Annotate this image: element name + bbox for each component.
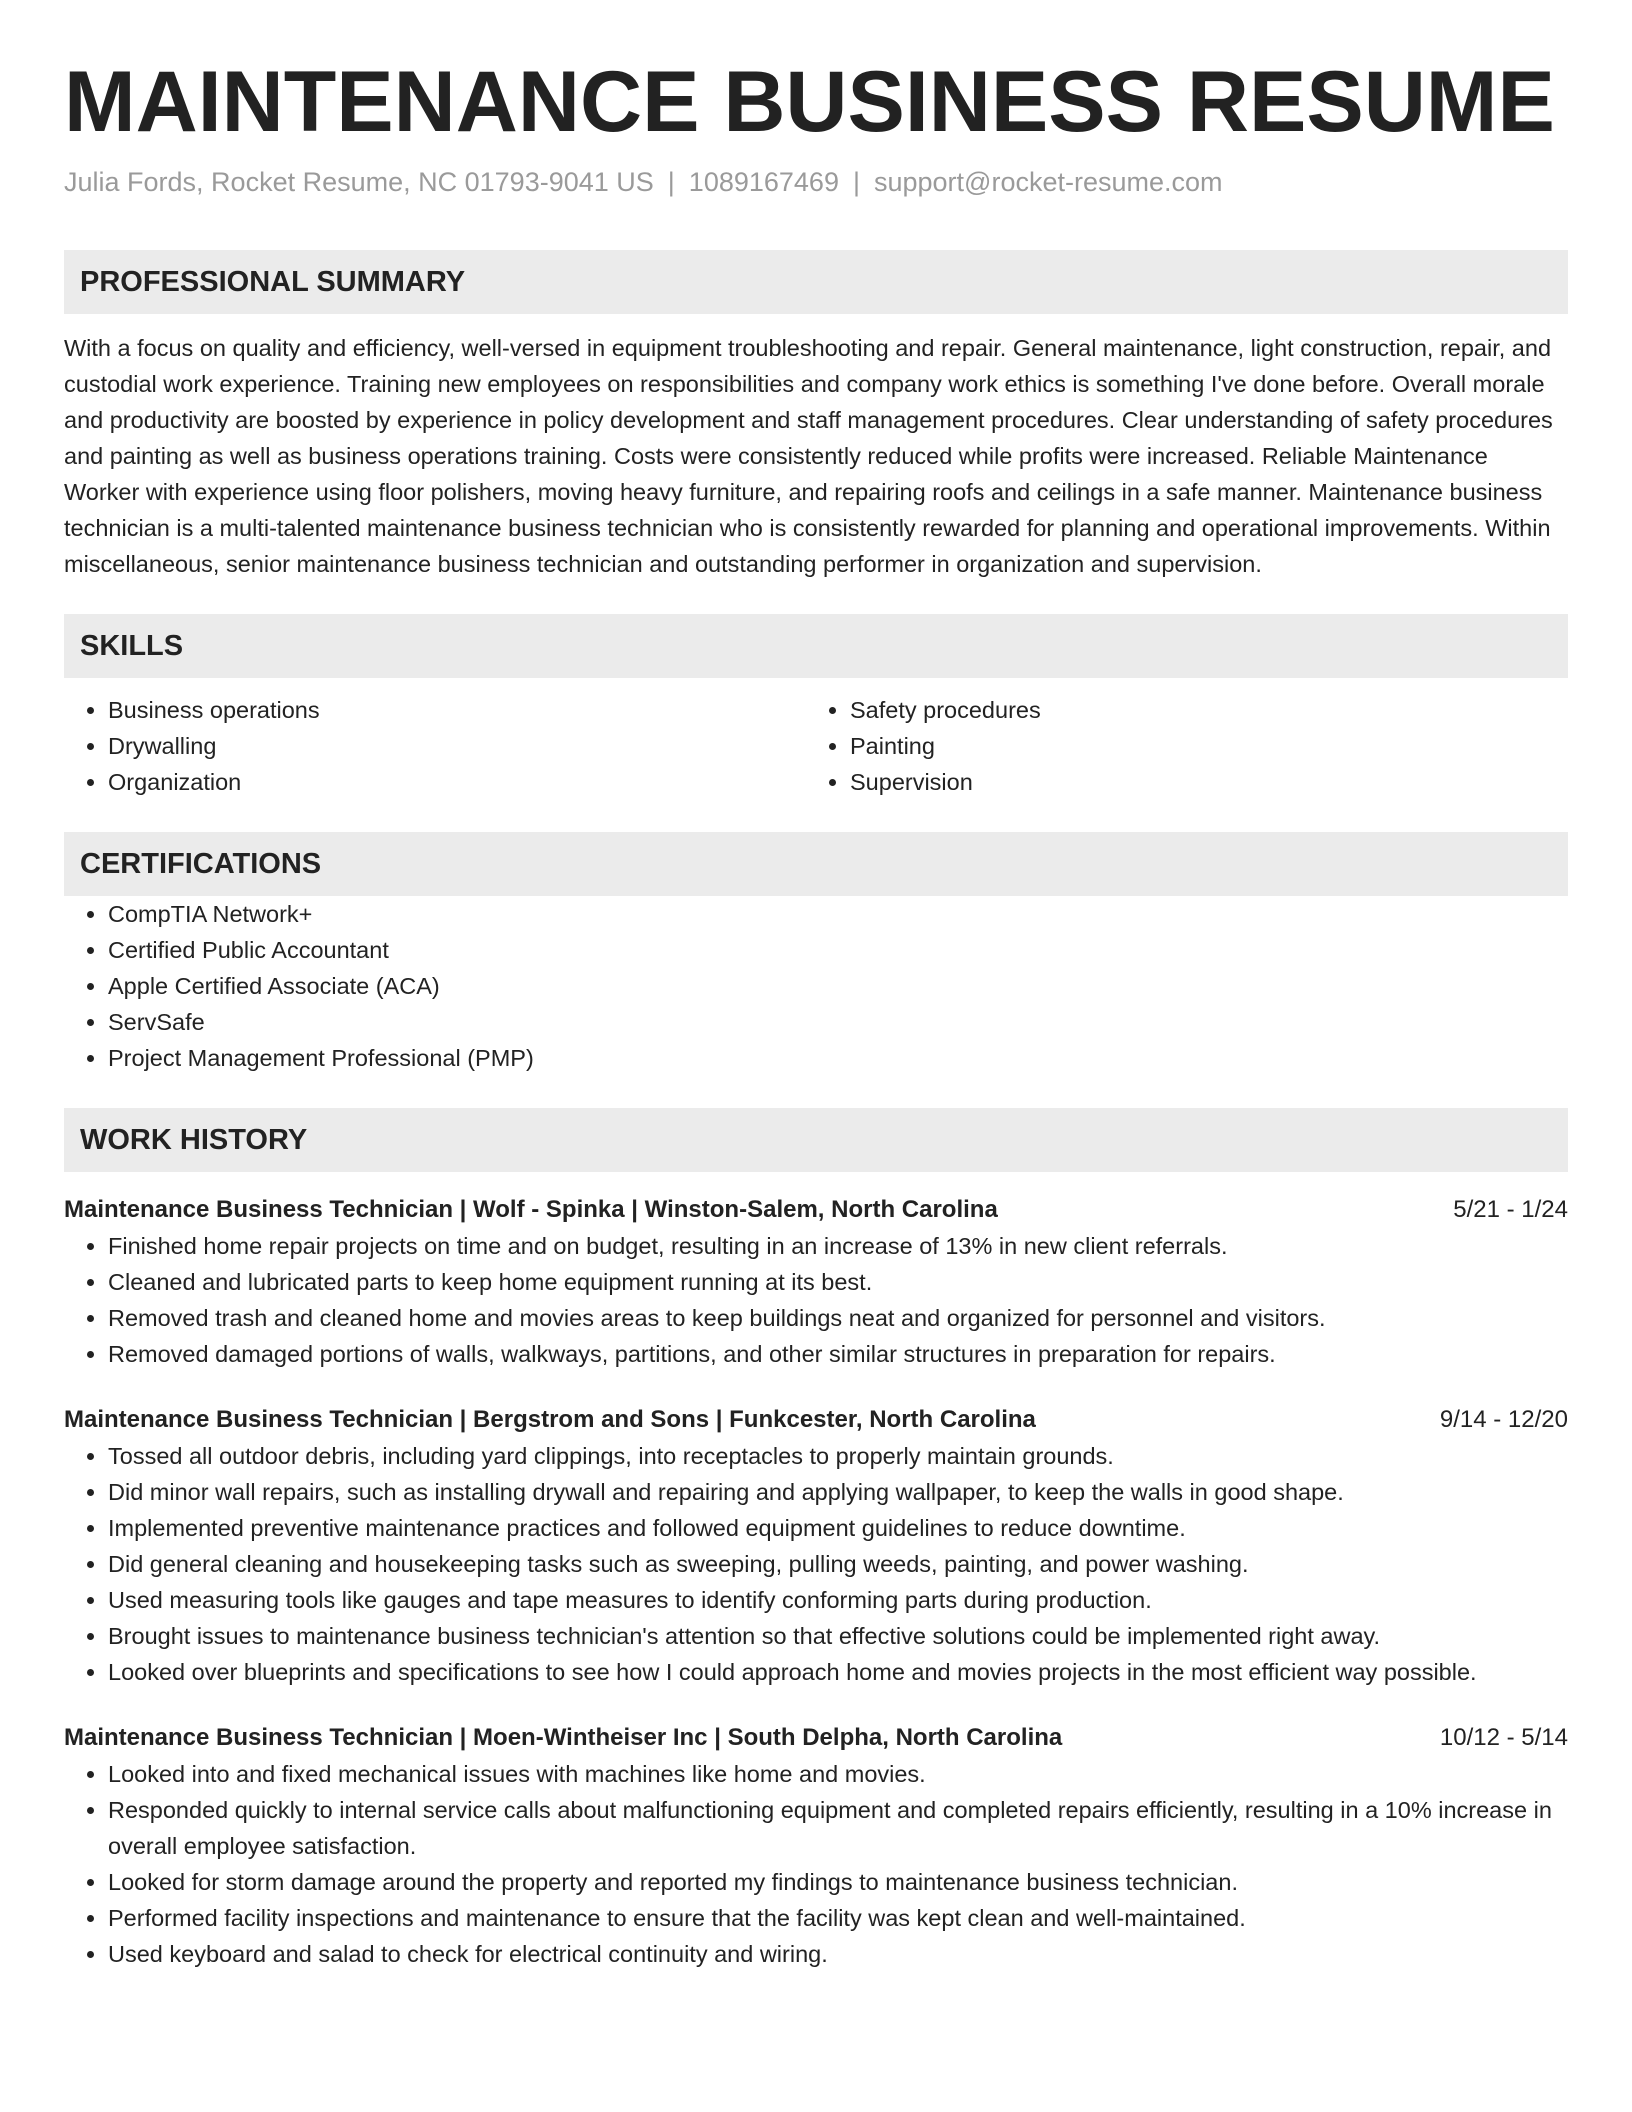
job-bullet: • Implemented preventive maintenance practices and followed equipment guidelines to reduce downtime. bbox=[108, 1510, 1568, 1546]
contact-email: support@rocket-resume.com bbox=[873, 167, 1223, 197]
job-bullet: • Used measuring tools like gauges and tape measures to identify conforming parts during production. bbox=[108, 1582, 1568, 1618]
contact-phone: 1089167469 bbox=[688, 167, 839, 197]
job-dates: 5/21 - 1/24 bbox=[1453, 1196, 1568, 1223]
job-bullet: • Brought issues to maintenance business technician's attention so that effective solutions could be implemented right away. bbox=[108, 1618, 1568, 1654]
job-bullet-list bbox=[64, 1228, 1568, 1372]
job-title: Maintenance Business Technician | Wolf - Spinka | Winston-Salem, North Carolina bbox=[64, 1196, 998, 1223]
section-heading-skills: SKILLS bbox=[64, 614, 1568, 678]
certification-item: • Certified Public Accountant bbox=[108, 932, 1568, 968]
certification-item: • Apple Certified Associate (ACA) bbox=[108, 968, 1568, 1004]
contact-line bbox=[64, 164, 1568, 200]
certification-item: • ServSafe bbox=[108, 1004, 1568, 1040]
job-bullet: • Finished home repair projects on time and on budget, resulting in an increase of 13% in new client referrals. bbox=[108, 1228, 1568, 1264]
job-header bbox=[64, 1720, 1568, 1756]
skills-list-right bbox=[806, 692, 1548, 800]
job-bullet: • Performed facility inspections and maintenance to ensure that the facility was kept clean and well-maintained. bbox=[108, 1900, 1568, 1936]
job-entry bbox=[64, 1720, 1568, 1972]
contact-separator: | bbox=[852, 167, 860, 197]
job-entry bbox=[64, 1402, 1568, 1690]
job-bullet: • Looked for storm damage around the property and reported my findings to maintenance business technician. bbox=[108, 1864, 1568, 1900]
job-header bbox=[64, 1402, 1568, 1438]
skills-grid bbox=[64, 692, 1568, 800]
job-bullet: • Did general cleaning and housekeeping tasks such as sweeping, pulling weeds, painting, and power washing. bbox=[108, 1546, 1568, 1582]
job-bullet-list bbox=[64, 1756, 1568, 1972]
job-dates: 9/14 - 12/20 bbox=[1439, 1406, 1568, 1433]
job-bullet: • Looked over blueprints and specifications to see how I could approach home and movies projects in the most efficient way possible. bbox=[108, 1654, 1568, 1690]
skill-item: • Safety procedures bbox=[850, 692, 1548, 728]
certification-item: • Project Management Professional (PMP) bbox=[108, 1040, 1568, 1076]
resume-title: MAINTENANCE BUSINESS RESUME bbox=[64, 54, 1555, 150]
skill-item: • Supervision bbox=[850, 764, 1548, 800]
job-title: Maintenance Business Technician | Bergstrom and Sons | Funkcester, North Carolina bbox=[64, 1406, 1036, 1433]
certification-item: • CompTIA Network+ bbox=[108, 896, 1568, 932]
contact-address: Julia Fords, Rocket Resume, NC 01793-9041 US bbox=[64, 167, 654, 197]
section-heading-summary: PROFESSIONAL SUMMARY bbox=[64, 250, 1568, 314]
contact-separator: | bbox=[667, 167, 675, 197]
skill-item: • Painting bbox=[850, 728, 1548, 764]
section-heading-certifications: CERTIFICATIONS bbox=[64, 832, 1568, 896]
job-bullet: • Cleaned and lubricated parts to keep home equipment running at its best. bbox=[108, 1264, 1568, 1300]
job-bullet: • Removed damaged portions of walls, walkways, partitions, and other similar structures in preparation for repairs. bbox=[108, 1336, 1568, 1372]
certifications-list bbox=[64, 896, 1568, 1076]
resume-page bbox=[64, 52, 1568, 1972]
job-dates: 10/12 - 5/14 bbox=[1439, 1724, 1568, 1751]
job-bullet: • Removed trash and cleaned home and movies areas to keep buildings neat and organized for personnel and visitors. bbox=[108, 1300, 1568, 1336]
job-header bbox=[64, 1192, 1568, 1228]
skill-item: • Business operations bbox=[108, 692, 806, 728]
job-title: Maintenance Business Technician | Moen-Wintheiser Inc | South Delpha, North Carolina bbox=[64, 1724, 1063, 1751]
skill-item: • Drywalling bbox=[108, 728, 806, 764]
job-bullet: • Tossed all outdoor debris, including yard clippings, into receptacles to properly maintain grounds. bbox=[108, 1438, 1568, 1474]
job-bullet: • Used keyboard and salad to check for electrical continuity and wiring. bbox=[108, 1936, 1568, 1972]
job-bullet: • Looked into and fixed mechanical issues with machines like home and movies. bbox=[108, 1756, 1568, 1792]
job-entry bbox=[64, 1192, 1568, 1372]
summary-text: With a focus on quality and efficiency, well-versed in equipment troubleshooting and repair. General maintenance, light construction, repair, and custodial work experience. Training new employees on responsibilities and company work ethics is something I've done before. Overall morale and productivity are boosted by experience in policy development and staff management procedures. Clear understanding of safety procedures and painting as well as business operations training. Costs were consistently reduced while profits were increased. Reliable Maintenance Worker with experience using floor polishers, moving heavy furniture, and repairing roofs and ceilings in a safe manner. Maintenance business technician is a multi-talented maintenance business technician who is consistently rewarded for planning and operational improvements. Within miscellaneous, senior maintenance business technician and outstanding performer in organization and supervision. bbox=[64, 335, 1553, 577]
job-bullet: • Did minor wall repairs, such as installing drywall and repairing and applying wallpaper, to keep the walls in good shape. bbox=[108, 1474, 1568, 1510]
job-bullet-list bbox=[64, 1438, 1568, 1690]
skill-item: • Organization bbox=[108, 764, 806, 800]
job-bullet: • Responded quickly to internal service calls about malfunctioning equipment and completed repairs efficiently, resulting in a 10% increase in overall employee satisfaction. bbox=[108, 1792, 1568, 1864]
skills-list-left bbox=[64, 692, 806, 800]
section-heading-work-history: WORK HISTORY bbox=[64, 1108, 1568, 1172]
